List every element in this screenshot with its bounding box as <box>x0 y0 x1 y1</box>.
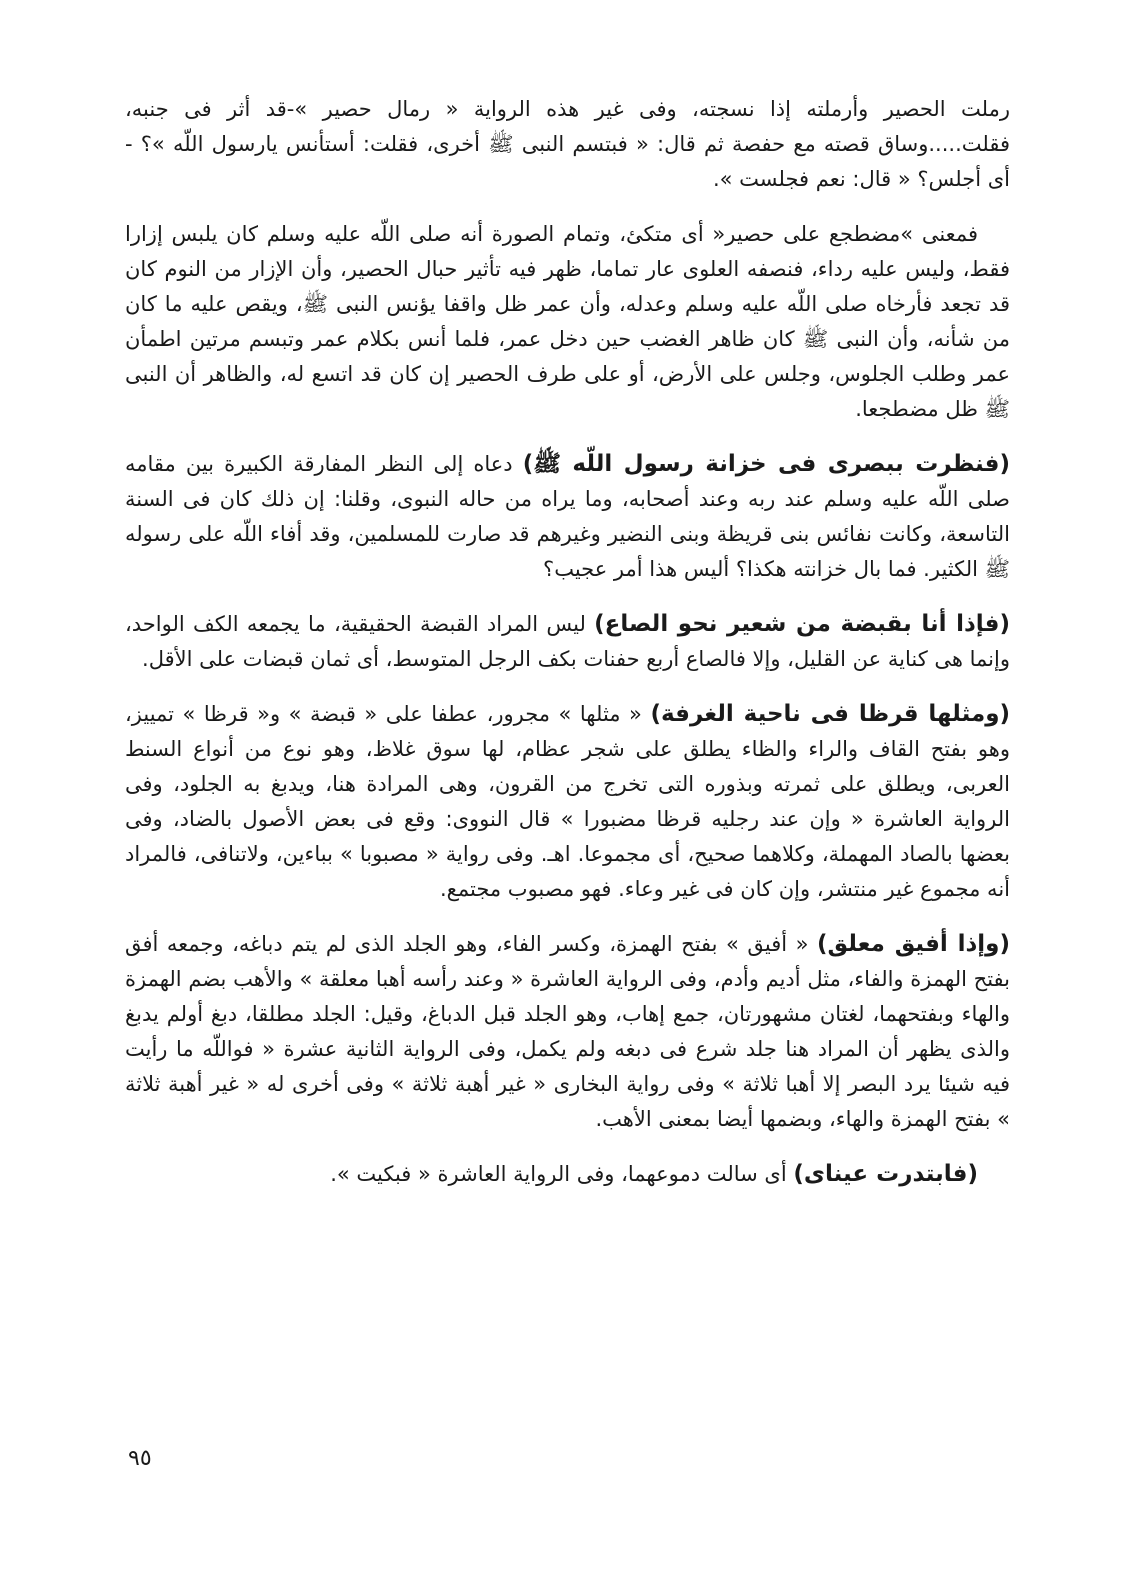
paragraph-heading: (ومثلها قرظا فى ناحية الغرفة) <box>650 701 1010 727</box>
paragraph <box>125 447 1010 587</box>
paragraph <box>125 217 1010 427</box>
paragraph <box>125 697 1010 907</box>
paragraph-heading: (فإذا أنا بقبضة من شعير نحو الصاع) <box>594 611 1010 637</box>
paragraph-text: أى سالت دموعهما، وفى الرواية العاشرة « فبكيت ». <box>330 1162 787 1186</box>
page-body <box>125 92 1010 1212</box>
paragraph-heading: (فابتدرت عيناى) <box>793 1161 978 1187</box>
paragraph <box>125 92 1010 197</box>
paragraph-text: رملت الحصير وأرملته إذا نسجته، وفى غير هذه الرواية « رمال حصير »-قد أثر فى جنبه، فقلت.....وساق قصته مع حفصة ثم قال: « فبتسم النبى ﷺ أخرى، فقلت: أستأنس يارسول اللّه »؟ - أى أجلس؟ « قال: نعم فجلست ». <box>125 97 1010 191</box>
paragraph-text: « مثلها » مجرور، عطفا على « قبضة » و« قرظا » تمييز، وهو بفتح القاف والراء والظاء يطلق على شجر عظام، لها سوق غلاظ، وهو نوع من أنواع السنط العربى، ويطلق على ثمرته وبذوره التى تخرج من القرون، وهى المرادة هنا، ويدبغ به الجلود، وفى الرواية العاشرة « وإن عند رجليه قرظا مضبورا » قال النووى: وقع فى بعض الأصول بالضاد، وفى بعضها بالصاد المهملة، وكلاهما صحيح، أى مجموعا. اهـ. وفى رواية « مصبوبا » بباءين، ولاتنافى، فالمراد أنه مجموع غير منتشر، وإن كان فى غير وعاء. فهو مصبوب مجتمع. <box>125 702 1010 901</box>
paragraph-text: فمعنى »مضطجع على حصير« أى متكئ، وتمام الصورة أنه صلى اللّه عليه وسلم كان يلبس إزارا فقط، وليس عليه رداء، فنصفه العلوى عار تماما، ظهر فيه تأثير حبال الحصير، وأن الإزار من النوم كان قد تجعد فأرخاه صلى اللّه عليه وسلم وعدله، وأن عمر ظل واقفا يؤنس النبى ﷺ، ويقص عليه ما كان من شأنه، وأن النبى ﷺ كان ظاهر الغضب حين دخل عمر، فلما أنس بكلام عمر وتبسم مرتين اطمأن عمر وطلب الجلوس، وجلس على الأرض، أو على طرف الحصير إن كان قد اتسع له، والظاهر أن النبى ﷺ ظل مضطجعا. <box>125 222 1010 421</box>
paragraph-text: ليس المراد القبضة الحقيقية، ما يجمعه الكف الواحد، وإنما هى كناية عن القليل، وإلا فالصاع أربع حفنات بكف الرجل المتوسط، أى ثمان قبضات على الأقل. <box>125 612 1010 671</box>
paragraph <box>125 1157 1010 1192</box>
page-number: ٩٥ <box>128 1446 152 1471</box>
paragraph <box>125 927 1010 1137</box>
paragraph-text: « أفيق » بفتح الهمزة، وكسر الفاء، وهو الجلد الذى لم يتم دباغه، وجمعه أفق بفتح الهمزة والفاء، مثل أديم وأدم، وفى الرواية العاشرة « وعند رأسه أهبا معلقة » والأهب بضم الهمزة والهاء وبفتحهما، لغتان مشهورتان، جمع إهاب، وهو الجلد قبل الدباغ، وقيل: الجلد مطلقا، دبغ أولم يدبغ والذى يظهر أن المراد هنا جلد شرع فى دبغه ولم يكمل، وفى الرواية الثانية عشرة « فواللّه ما رأيت فيه شيئا يرد البصر إلا أهبا ثلاثة » وفى رواية البخارى « غير أهبة ثلاثة » وفى أخرى له « غير أهبة ثلاثة » بفتح الهمزة والهاء، وبضمها أيضا بمعنى الأهب. <box>125 932 1010 1131</box>
paragraph-heading: (فنظرت ببصرى فى خزانة رسول اللّه ﷺ) <box>522 451 1010 477</box>
paragraph <box>125 607 1010 677</box>
paragraph-heading: (وإذا أفيق معلق) <box>817 931 1010 957</box>
paragraph-text: دعاه إلى النظر المفارقة الكبيرة بين مقامه صلى اللّه عليه وسلم عند ربه وعند أصحابه، وما يراه من حاله النبوى، وقلنا: إن ذلك كان فى السنة التاسعة، وكانت نفائس بنى قريظة وبنى النضير وغيرهم قد صارت للمسلمين، وقد أفاء اللّه على رسوله ﷺ الكثير. فما بال خزانته هكذا؟ أليس هذا أمر عجيب؟ <box>125 452 1010 581</box>
